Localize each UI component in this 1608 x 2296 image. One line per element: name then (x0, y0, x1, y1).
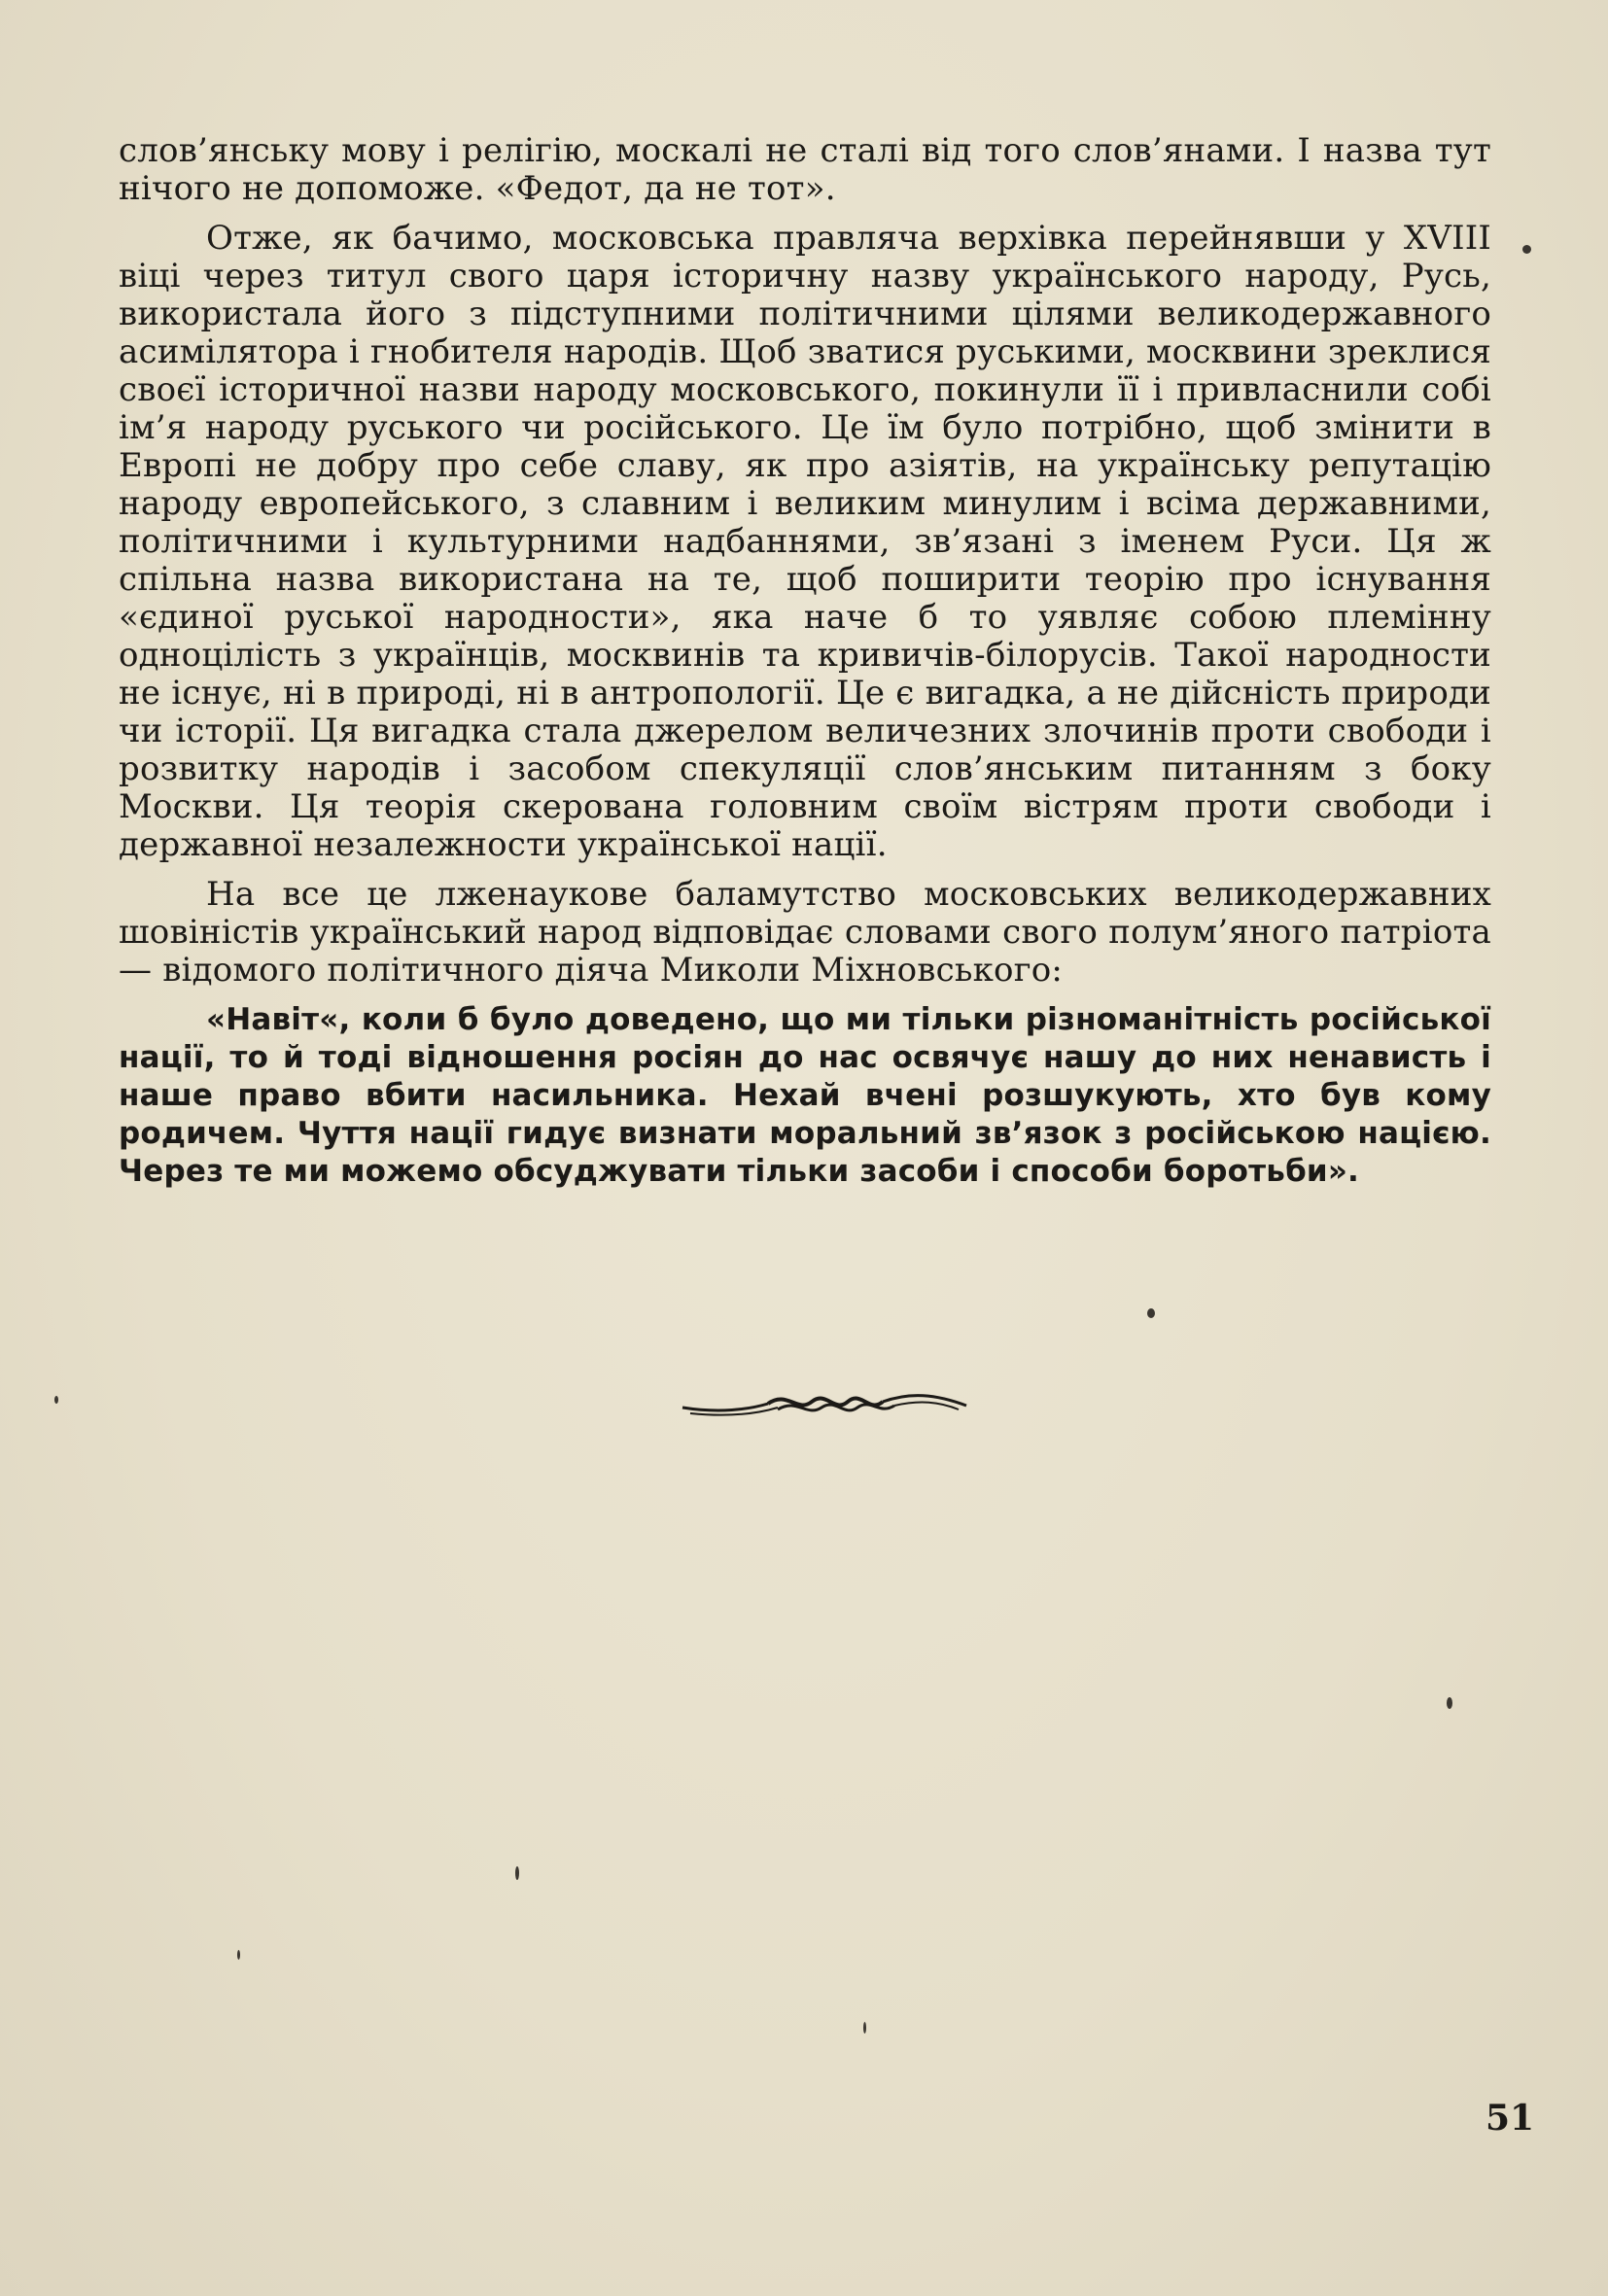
ink-speck (1147, 1308, 1155, 1318)
ink-speck (54, 1396, 58, 1404)
paragraph-2: Отже, як бачимо, московська правляча верхівка перейнявши у XVIII віці через титул свого царя історичну назву українського народу, Русь, використала його з підступними політичними цілями великодержавного асимілятора і гнобителя народів. Щоб зватися руськими, москвини зреклися своєї історичної назви народу московського, покинули її і привласнили собі ім’я народу руського чи російського. Це їм було потрібно, щоб змінити в Европі не добру про себе славу, як про азіятів, на українську репутацію народу европейського, з славним і великим минулим і всіма державними, політичними і культурними надбаннями, зв’язані з іменем Руси. Ця ж спільна назва використана на те, щоб поширити теорію про існування «єдиної руської народности», яка наче б то уявляє собою племінну одноцілість з українців, москвинів та кривичів-білорусів. Такої народности не існує, ні в природі, ні в антропології. Це є вигадка, а не дійсність природи чи історії. Ця вигадка стала джерелом величезних злочинів проти свободи і розвитку народів і засобом спекуляції слов’янським питанням з боку Москви. Ця теорія скерована головним своїм вістрям проти свободи і державної незалежности української нації. (119, 219, 1491, 864)
page-number: 51 (1486, 2098, 1535, 2139)
paragraph-1: слов’янську мову і релігію, москалі не сталі від того слов’янами. І назва тут нічого не допоможе. «Федот, да не тот». (119, 131, 1491, 208)
decorative-ornament (681, 1384, 968, 1423)
paragraph-3: На все це лженаукове баламутство московських великодержавних шовіністів український народ відповідає словами свого полум’яного патріота — відомого політичного діяча Миколи Міхновського: (119, 875, 1491, 990)
ink-speck (863, 2022, 866, 2034)
quotation: «Навіт«, коли б було доведено, що ми тільки різноманітність російської нації, то й тоді відношення росіян до нас освячує нашу до них ненависть і наше право вбити насильника. Нехай вчені розшукують, хто був кому родичем. Чуття нації гидує визнати моральний зв’язок з російською нацією. Через те ми можемо обсуджувати тільки засоби і способи боротьби». (119, 1002, 1491, 1189)
body-text (119, 132, 1491, 1202)
ink-speck (515, 1866, 519, 1880)
ink-speck (1447, 1697, 1452, 1709)
ink-speck (1522, 245, 1531, 254)
ink-speck (237, 1950, 240, 1960)
